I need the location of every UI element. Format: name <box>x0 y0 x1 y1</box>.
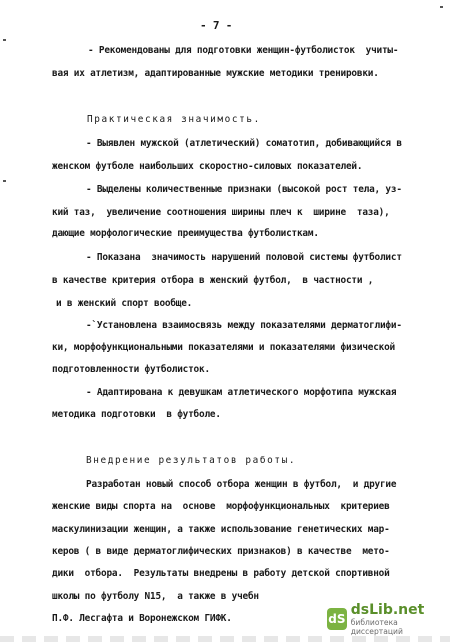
watermark[interactable] <box>327 601 442 636</box>
text-line: в качестве критерия отбора в женский футбол, в частности , <box>52 275 374 286</box>
text-line: и в женский спорт вообще. <box>56 298 193 309</box>
text-line: - Показана значимость нарушений половой системы футболист <box>86 252 402 263</box>
watermark-text <box>351 603 442 636</box>
text-line: - Рекомендованы для подготовки женщин-футболисток учиты- <box>88 45 399 56</box>
scan-bottom-edge <box>0 636 450 642</box>
text-line: вая их атлетизм, адаптированные мужские методики тренировки. <box>52 68 379 79</box>
text-line: школы по футболу N15, а также в учебн <box>52 591 259 602</box>
watermark-title: dsLib.net <box>350 601 425 618</box>
text-line: маскулинизации женщин, а также использование генетических мар- <box>52 524 390 535</box>
watermark-logo-icon: dS <box>327 608 347 630</box>
text-line: кий таз, увеличение соотношения ширины плеч к ширине таза), <box>52 207 390 218</box>
text-line: дики отбора. Результаты внедрены в работу детской спортивной <box>52 568 390 579</box>
section-heading: Практическая значимость. <box>87 114 261 125</box>
page-number: - 7 - <box>200 19 233 32</box>
text-line: - Выявлен мужской (атлетический) соматотип, добивающийся в <box>86 138 402 149</box>
text-line: керов ( в виде дерматоглифических признаков) в качестве мето- <box>52 546 390 557</box>
text-line: ки, морфофункциональными показателями и показателями физической <box>52 342 395 353</box>
text-line: подготовленности футболисток. <box>52 364 210 375</box>
text-line: дающие морфологические преимущества футболисткам. <box>52 228 319 239</box>
scan-mark <box>3 180 6 182</box>
text-line: методика подготовки в футболе. <box>52 409 221 420</box>
watermark-subtitle: библиотека диссертаций <box>350 617 403 636</box>
text-line: Разработан новый способ отбора женщин в футбол, и другие <box>86 479 397 490</box>
text-line: женские виды спорта на основе морфофункциональных критериев <box>52 501 390 512</box>
scan-mark <box>3 39 6 41</box>
text-line: - Выделены количественные признаки (высокой рост тела, уз- <box>86 184 402 195</box>
text-line: П.Ф. Лесгафта и Воронежском ГИФК. <box>52 613 232 624</box>
text-line: женском футболе наибольших скоростно-силовых показателей. <box>52 161 363 172</box>
scan-mark <box>440 6 443 8</box>
section-heading: Внедрение результатов работы. <box>86 455 297 466</box>
text-line: -`Установлена взаимосвязь между показателями дерматоглифи- <box>86 320 402 331</box>
text-line: - Адаптирована к девушкам атлетического морфотипа мужская <box>86 387 397 398</box>
